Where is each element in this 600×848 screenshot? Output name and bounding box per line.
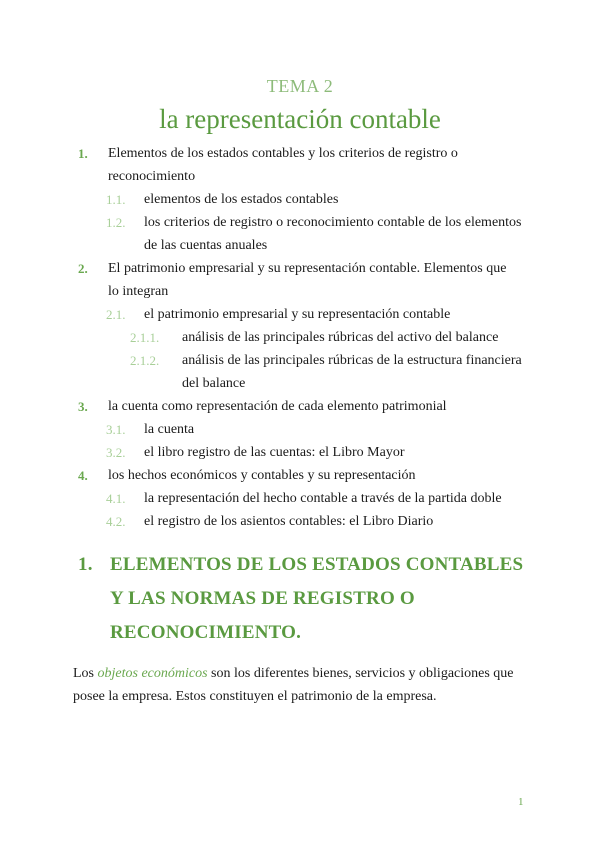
toc-item-2-1-1: análisis de las principales rúbricas del activo del balance: [182, 330, 499, 345]
toc-number-4-2: 4.2.: [106, 514, 126, 529]
toc-item-2-1-2-line-1: análisis de las principales rúbricas de la estructura financiera: [182, 353, 522, 368]
page-number: 1: [518, 796, 524, 808]
toc-number-3-1: 3.1.: [106, 422, 126, 437]
toc-number-4-1: 4.1.: [106, 491, 126, 506]
section-number: 1.: [78, 554, 93, 575]
emphasized-term: objetos económicos: [97, 666, 208, 681]
toc-item-2-1-2-line-2: del balance: [182, 376, 246, 391]
topic-label: TEMA 2: [266, 76, 334, 96]
body-paragraph: [73, 662, 535, 708]
toc-number-4: 4.: [78, 468, 88, 483]
section-heading-line-3: RECONOCIMIENTO.: [110, 622, 302, 643]
toc-item-1-2-line-2: de las cuentas anuales: [144, 238, 268, 253]
toc-item-3: la cuenta como representación de cada elemento patrimonial: [108, 399, 447, 414]
toc-item-1-2-line-1: los criterios de registro o reconocimiento contable de los elementos: [144, 215, 522, 230]
toc-item-3-1: la cuenta: [144, 422, 195, 437]
toc-item-1-line-2: reconocimiento: [108, 169, 196, 184]
paragraph-line-2: posee la empresa. Estos constituyen el patrimonio de la empresa.: [73, 689, 437, 704]
toc-item-2-line-2: lo integran: [108, 284, 169, 299]
toc-item-2-1: el patrimonio empresarial y su representación contable: [144, 307, 451, 322]
toc-item-1-line-1: Elementos de los estados contables y los criterios de registro o: [108, 146, 458, 161]
paragraph-line-1: [73, 662, 535, 685]
toc-number-2: 2.: [78, 261, 88, 276]
paragraph-prefix: Los: [73, 666, 98, 681]
toc-number-1-2: 1.2.: [106, 215, 126, 230]
toc-item-4-2: el registro de los asientos contables: el Libro Diario: [144, 514, 434, 529]
toc-item-2-line-1: El patrimonio empresarial y su representación contable. Elementos que: [108, 261, 507, 276]
toc-number-3: 3.: [78, 399, 88, 414]
toc-number-3-2: 3.2.: [106, 445, 126, 460]
toc-item-1-1: elementos de los estados contables: [144, 192, 339, 207]
toc-number-1: 1.: [78, 146, 88, 161]
section-heading-line-2: Y LAS NORMAS DE REGISTRO O: [110, 588, 415, 609]
toc-number-2-1-2: 2.1.2.: [130, 353, 160, 368]
toc-item-3-2: el libro registro de las cuentas: el Libro Mayor: [144, 445, 405, 460]
page-title: la representación contable: [159, 104, 441, 134]
section-heading-line-1: ELEMENTOS DE LOS ESTADOS CONTABLES: [110, 554, 524, 575]
toc-number-2-1: 2.1.: [106, 307, 126, 322]
toc-number-2-1-1: 2.1.1.: [130, 330, 160, 345]
paragraph-line-1-rest: son los diferentes bienes, servicios y obligaciones que: [207, 666, 514, 681]
toc-item-4: los hechos económicos y contables y su representación: [108, 468, 416, 483]
section-heading-text: [110, 548, 550, 650]
toc-number-1-1: 1.1.: [106, 192, 126, 207]
toc-item-4-1: la representación del hecho contable a través de la partida doble: [144, 491, 502, 506]
